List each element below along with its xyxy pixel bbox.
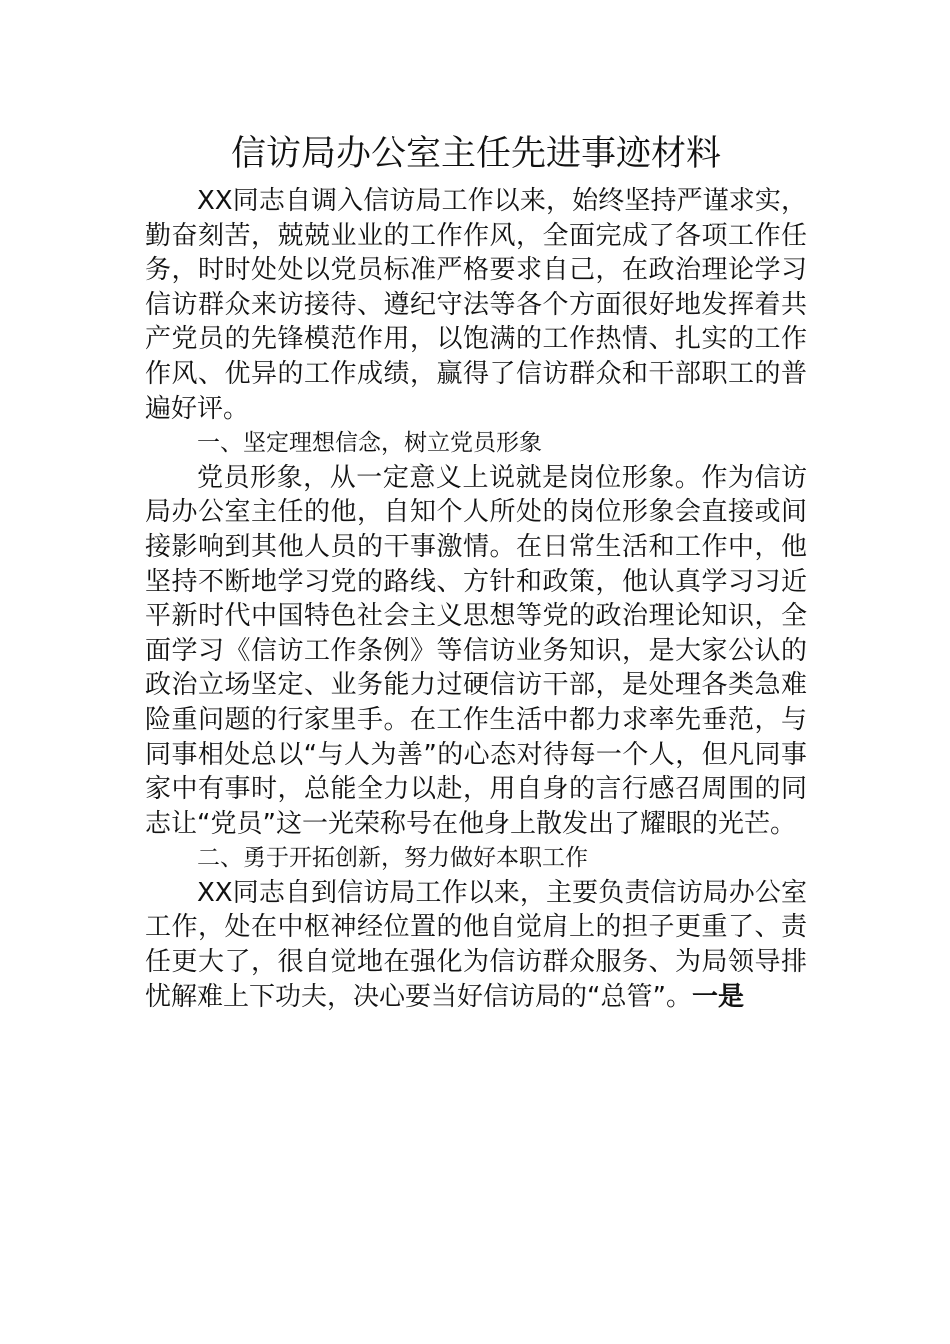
section-1-paragraph: 党员形象，从一定意义上说就是岗位形象。作为信访局办公室主任的他，自知个人所处的岗位形象会直接或间接影响到其他人员的干事激情。在日常生活和工作中，他坚持不断地学习党的路线、方针和政策，他认真学习习近平新时代中国特色社会主义思想等党的政治理论知识，全面学习《信访工作条例》等信访业务知识，是大家公认的政治立场坚定、业务能力过硬信访干部，是处理各类急难险重问题的行家里手。在工作生活中都力求率先垂范，与同事相处总以“与人为善”的心态对待每一个人，但凡同事家中有事时，总能全力以赴，用自身的言行感召周围的同志让“党员”这一光荣称号在他身上散发出了耀眼的光芒。 <box>145 462 807 839</box>
section-2-bold-lead: 一是 <box>691 981 744 1012</box>
document-body <box>145 130 807 1014</box>
intro-paragraph: XX同志自调入信访局工作以来，始终坚持严谨求实，勤奋刻苦，兢兢业业的工作作风，全面完成了各项工作任务，时时处处以党员标准严格要求自己，在政治理论学习信访群众来访接待、遵纪守法等各个方面很好地发挥着共产党员的先锋模范作用，以饱满的工作热情、扎实的工作作风、优异的工作成绩，赢得了信访群众和干部职工的普遍好评。 <box>145 186 807 424</box>
section-heading-2: 二、勇于开拓创新，努力做好本职工作 <box>197 845 588 872</box>
section-heading-1: 一、坚定理想信念，树立党员形象 <box>197 430 542 457</box>
section-2-paragraph <box>145 876 807 1014</box>
document-title: 信访局办公室主任先进事迹材料 <box>230 134 721 174</box>
section-2-text: XX同志自到信访局工作以来，主要负责信访局办公室工作，处在中枢神经位置的他自觉肩上的担子更重了、责任更大了，很自觉地在强化为信访群众服务、为局领导排忧解难上下功夫，决心要当好信访局的“总管”。 <box>145 877 807 1012</box>
